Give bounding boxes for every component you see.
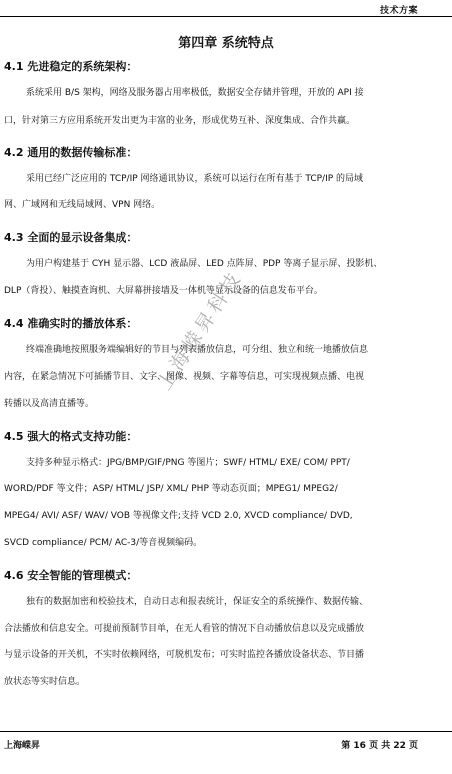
chapter-title: 第四章 系统特点 xyxy=(178,36,274,51)
paragraph-line: MPEG4/ AVI/ ASF/ WAV/ VOB 等视像文件;支持 VCD 2.0, XVCD compliance/ DVD, xyxy=(4,511,353,521)
watermark: 上海嵘昇科技 xyxy=(153,266,247,395)
paragraph-line: 转播以及高清直播等。 xyxy=(4,399,95,409)
header-label: 技术方案 xyxy=(379,6,418,16)
paragraph-line: 合法播放和信息安全。可提前预制节目单，在无人看管的情况下自动播放信息以及完成播放 xyxy=(4,624,365,634)
page-number: 第 16 页 共 22 页 xyxy=(341,741,418,751)
section-heading-4-6: 4.6 安全智能的管理模式： xyxy=(4,569,138,582)
paragraph-line: 独有的数据加密和校验技术，自动日志和报表统计，保证安全的系统操作、数据传输、 xyxy=(26,597,369,607)
section-heading-4-3: 4.3 全面的显示设备集成： xyxy=(4,231,138,244)
paragraph-line: 与显示设备的开关机，不实时依赖网络，可脱机发布；可实时监控各播放设备状态、节目播 xyxy=(4,650,365,660)
paragraph-line: 放状态等实时信息。 xyxy=(4,677,86,687)
section-heading-4-1: 4.1 先进稳定的系统架构： xyxy=(4,60,138,73)
paragraph-line: DLP（背投）、触摸查询机、大屏幕拼接墙及一体机等显示设备的信息发布平台。 xyxy=(4,286,323,296)
paragraph-line: 采用已经广泛应用的 TCP/IP 网络通讯协议，系统可以运行在所有基于 TCP/IP 的局域 xyxy=(26,174,364,184)
paragraph-line: 终端准确地按照服务端编辑好的节目与列表播放信息，可分组、独立和统一地播放信息 xyxy=(26,345,369,355)
footer-rule xyxy=(0,731,452,732)
paragraph-line: 内容，在紧急情况下可插播节目、文字、图像、视频、字幕等信息，可实现视频点播、电视 xyxy=(4,372,365,382)
paragraph-line: WORD/PDF 等文件；ASP/ HTML/ JSP/ XML/ PHP 等动态页面；MPEG1/ MPEG2/ xyxy=(4,484,338,494)
header-rule xyxy=(0,16,452,17)
paragraph-line: 口，针对第三方应用系统开发出更为丰富的业务，形成优势互补、深度集成、合作共赢。 xyxy=(4,116,356,126)
paragraph-line: 网、广域网和无线局域网、VPN 网络。 xyxy=(4,200,161,210)
footer-company: 上海嵘昇 xyxy=(4,741,41,751)
section-heading-4-5: 4.5 强大的格式支持功能： xyxy=(4,430,138,443)
paragraph-line: SVCD compliance/ PCM/ AC-3/等音视频编码。 xyxy=(4,538,203,548)
section-heading-4-4: 4.4 准确实时的播放体系： xyxy=(4,317,138,330)
paragraph-line: 支持多种显示格式：JPG/BMP/GIF/PNG 等图片；SWF/ HTML/ EXE/ COM/ PPT/ xyxy=(26,458,350,468)
paragraph-line: 为用户构建基于 CYH 显示器、LCD 液晶屏、LED 点阵屏、PDP 等离子显示屏、投影机、 xyxy=(26,259,383,269)
section-heading-4-2: 4.2 通用的数据传输标准： xyxy=(4,146,138,159)
paragraph-line: 系统采用 B/S 架构，网络及服务器占用率极低，数据安全存储并管理，开放的 API 接 xyxy=(26,88,364,98)
